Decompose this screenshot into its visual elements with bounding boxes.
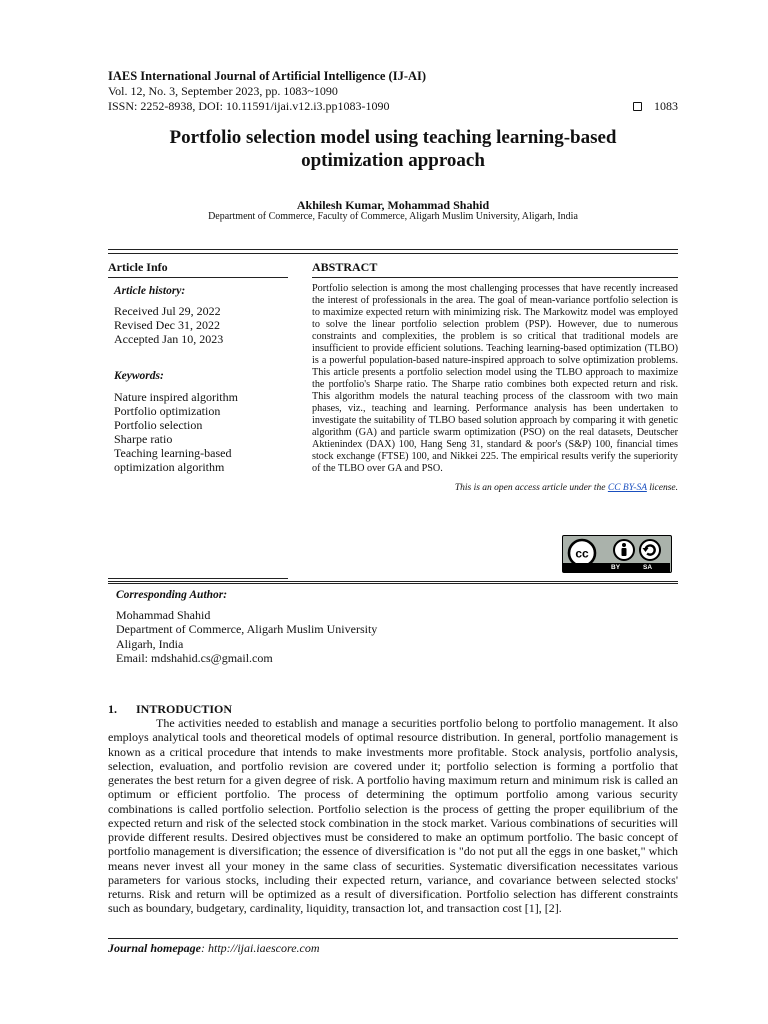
cc-by-sa-link[interactable]: CC BY-SA [607,483,647,493]
issn-row [108,99,678,114]
square-icon [633,102,642,111]
license-line [312,482,678,494]
title-line-1: Portfolio selection model using teaching learning-based [169,127,617,148]
keywords-list [114,390,288,474]
history-heading: Article history: [114,285,186,297]
article-info-end-rule [108,578,288,579]
keyword-item: Portfolio selection [114,418,203,432]
article-info-heading: Article Info [108,259,288,278]
paper-title [108,126,678,172]
introduction-text: The activities needed to establish and manage a securities portfolio belong to portfolio management. It also employs analytical tools and theoretical models of optimal resource distribution. In general, portfolio management is known as a critical procedure that intends to make investments more profitable. Stock analysis, portfolio analysis, selection, evaluation, and portfolio revision are covered under it; portfolio selection is forming a portfolio that generates the best return for a given degree of risk. A portfolio having maximum return and minimum risk is called an optimum or efficient portfolio. The process of determining the optimum portfolio among various security combinations is called portfolio selection. Portfolio selection is the process of getting the proper equilibrium of the expected return and risk of the selected stock combination in the stock market. Various combinations of securities will provide different results. Desired objectives must be considered to make an optimum portfolio. The basic concept of portfolio management is diversification; the essence of diversification is "do not put all the eggs in one basket," which means never invest all your money in the same class of securities. Systematic diversification necessitates various parameters for various stocks, including their expected return, variance, and covariance between selected stocks' returns. Risk and return will be optimized as a result of diversification. Portfolio selection has different constraints such as boundary, budgetary, cardinality, liquidity, transaction lot, and transaction cost [1], [2]. [108,716,678,916]
corresponding-email[interactable]: Email: mdshahid.cs@gmail.com [116,650,273,665]
abstract-heading: ABSTRACT [312,259,678,278]
attribution-person-icon [614,540,634,560]
title-line-2: optimization approach [301,150,485,171]
volume-info: Vol. 12, No. 3, September 2023, pp. 1083~1090 [108,84,338,98]
history-item: Received Jul 29, 2022 [114,304,221,318]
section-number: 1. [108,702,117,716]
corresponding-heading: Corresponding Author: [116,589,228,601]
history-list [114,304,288,346]
history-item: Accepted Jan 10, 2023 [114,332,224,346]
corresponding-dept: Department of Commerce, Aligarh Muslim University [116,622,378,637]
homepage-url[interactable]: : http://ijai.iaescore.com [201,941,320,955]
badge-by-label: BY [611,564,621,571]
corresponding-rule [108,581,678,584]
keyword-item: Teaching learning-based [114,446,232,460]
section-title: INTRODUCTION [136,702,233,716]
authors: Akhilesh Kumar, Mohammad Shahid [296,198,490,212]
badge-sa-label: SA [643,564,653,571]
page-number: 1083 [654,99,678,113]
corresponding-name: Mohammad Shahid [116,608,211,622]
history-item: Revised Dec 31, 2022 [114,318,220,332]
journal-header [108,68,678,114]
share-alike-icon [640,540,660,560]
corresponding-details [116,608,616,665]
keyword-item: optimization algorithm [114,460,225,474]
corresponding-location: Aligarh, India [116,636,184,651]
footer-rule [108,938,678,939]
cc-by-sa-badge[interactable] [562,535,672,573]
introduction-heading [108,702,232,716]
keyword-item: Sharpe ratio [114,432,173,446]
journal-footer [108,941,320,955]
keyword-item: Nature inspired algorithm [114,390,238,404]
cc-license-icons [563,536,670,564]
svg-text:cc: cc [575,546,589,561]
license-prefix: This is an open access article under the [454,483,608,493]
creative-commons-icon [569,540,595,564]
page-number-group [633,99,678,114]
issn-doi: ISSN: 2252-8938, DOI: 10.11591/ijai.v12.i3.pp1083-1090 [108,99,390,113]
top-double-rule [108,249,678,254]
affiliation: Department of Commerce, Faculty of Commerce, Aligarh Muslim University, Aligarh, India [208,211,578,222]
license-suffix: license. [646,483,678,493]
abstract-text: Portfolio selection is among the most challenging processes that have recently increased the interest of professionals in the area. The goal of mean-variance portfolio selection is to maximize expected return with minimizing risk. The Markowitz model was employed to solve the linear portfolio selection problem (PSP). However, due to numerous constraints and complexities, the problem is so critical that traditional models are insufficient to provide efficient solutions. Teaching learning-based optimization (TLBO) is a powerful population-based nature-inspired approach to solve optimization problems. This article presents a portfolio selection model using the TLBO approach to maximize the portfolio's Sharpe ratio. The Sharpe ratio combines both expected return and risk. This algorithm models the natural teaching process of the classroom with two main phases, viz., teaching and learning. Performance analysis has been undertaken to investigate the suitability of TLBO based solution approach by comparing it with genetic algorithm (GA) and particle swarm optimization (PSO) on the real datasets, Deutscher Aktienindex (DAX) 100, Hang Seng 31, standard & poor's (S&P) 100, financial times stock exchange (FTSE) 100, and Nikkei 225. The empirical results verify the superiority of the TLBO over GA and PSO. [312,283,678,474]
homepage-label: Journal homepage [108,941,202,955]
journal-name: IAES International Journal of Artificial Intelligence (IJ-AI) [108,69,427,83]
article-info-column [108,259,288,474]
abstract-column [312,259,678,494]
keywords-heading: Keywords: [114,370,164,382]
keyword-item: Portfolio optimization [114,404,221,418]
